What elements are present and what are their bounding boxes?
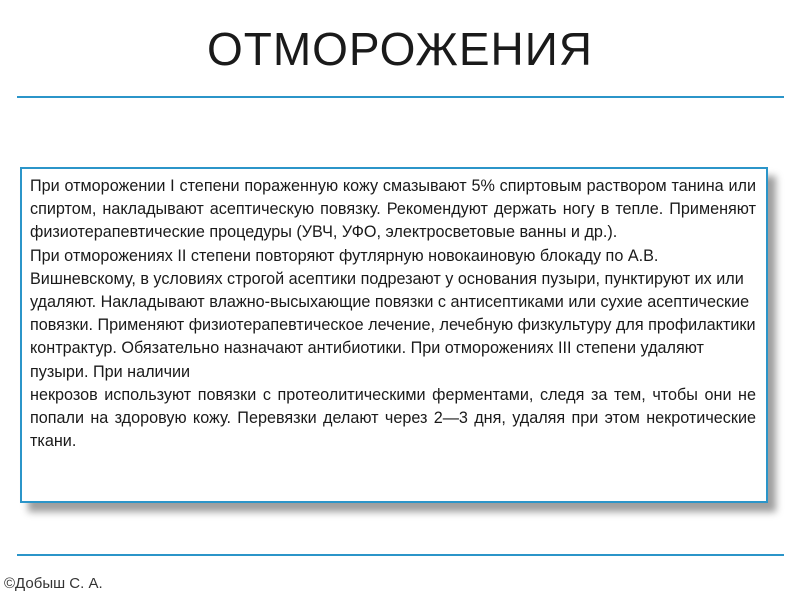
paragraph-first-degree: При отморожении I степени пораженную кожу смазывают 5% спиртовым раствором танина или спиртом, накладывают асептическую повязку. Рекомендуют держать ногу в тепле. Применяют физиотерапевтические процедуры (УВЧ, УФО, электросветовые ванны и др.). bbox=[30, 177, 756, 242]
title-divider bbox=[17, 96, 784, 98]
paragraph-necrosis: некрозов используют повязки с протеолитическими ферментами, следя за тем, чтобы они не попали на здоровую кожу. Перевязки делают через 2—3 дня, удаляя при этом некротические ткани. bbox=[30, 385, 756, 451]
bottom-divider bbox=[17, 554, 784, 556]
copyright-text: ©Добыш С. А. bbox=[4, 575, 103, 592]
slide-title: ОТМОРОЖЕНИЯ bbox=[206, 23, 594, 75]
paragraph-second-third-degree: При отморожениях II степени повторяют футлярную новокаиновую блокаду по А.В. Вишневскому, в условиях строгой асептики подрезают у основания пузыри, пунктируют их или удаляют. Накладывают влажно-высыхающие повязки с антисептиками или сухие асептические повязки. Применяют физиотерапевтическое лечение, лечебную физкультуру для профилактики контрактур. Обязательно назначают антибиотики. При отморожениях III степени удаляют пузыри. При наличии bbox=[30, 246, 756, 381]
content-box bbox=[20, 167, 768, 503]
